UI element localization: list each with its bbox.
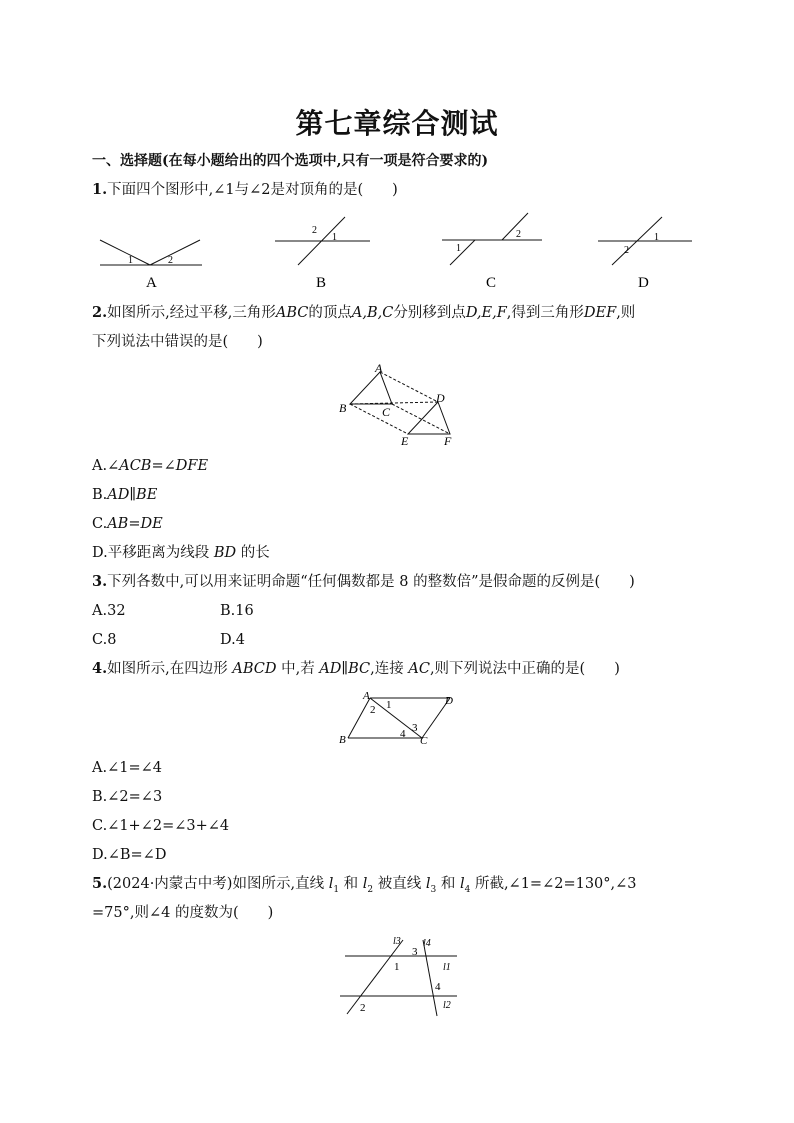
question-text: ,连接: [370, 661, 404, 677]
option-text: ∠1+∠2=∠3+∠4: [107, 818, 230, 834]
q4-figure: [330, 686, 470, 748]
option-text: AD∥BE: [107, 487, 158, 503]
question-number: 4.: [92, 660, 108, 677]
line-subscript: 4: [464, 884, 471, 895]
question-2-line2: 下列说法中错误的是( ): [92, 334, 263, 350]
option-label: D.: [92, 847, 108, 863]
line-name: l: [362, 876, 368, 892]
question-2: [92, 303, 635, 323]
segment-name: AC: [408, 661, 430, 677]
triangle-name: ABC: [275, 305, 309, 321]
question-text: (2024·内蒙古中考)如图所示,直线: [107, 876, 325, 892]
point-label: C: [420, 735, 428, 747]
q3-option-c[interactable]: [92, 630, 116, 650]
option-text: ∠2=∠3: [107, 789, 163, 805]
option-text: ∠ACB=∠DFE: [107, 458, 209, 474]
question-text: 如图所示,在四边形: [107, 661, 228, 677]
option-label: B.: [92, 487, 108, 503]
option-label: B.: [92, 789, 108, 805]
question-text: ,得到三角形: [506, 305, 584, 321]
angle-label: 2: [168, 255, 173, 266]
point-label: C: [382, 405, 391, 419]
q2-option-b[interactable]: [92, 485, 157, 505]
point-label: F: [444, 434, 452, 448]
question-text: 所截,∠1=∠2=130°,∠3: [474, 876, 637, 892]
option-text: 8: [107, 632, 117, 648]
option-label: C.: [92, 818, 108, 834]
point-label: D: [445, 695, 453, 707]
angle-label: 2: [370, 704, 376, 716]
question-text: 的顶点: [308, 305, 352, 321]
option-text: ∠B=∠D: [107, 847, 167, 863]
question-text: 下列各数中,可以用来证明命题“任何偶数都是 8 的整数倍”是假命题的反例是( ): [107, 574, 635, 590]
figure-d: [598, 217, 692, 291]
option-text: 4: [235, 632, 245, 648]
q4-option-a[interactable]: [92, 758, 162, 778]
angle-label: 3: [412, 722, 418, 734]
option-text: 16: [235, 603, 254, 619]
option-text: 平移距离为线段: [107, 545, 210, 561]
question-text: 和: [343, 876, 359, 892]
option-text: AB=DE: [107, 516, 163, 532]
question-text: ,则: [616, 305, 636, 321]
angle-label: 1: [386, 699, 392, 711]
figure-letter: B: [316, 275, 327, 291]
point-label: B: [339, 734, 346, 746]
figure-c: [442, 213, 542, 291]
figure-letter: C: [486, 275, 497, 291]
q4-option-c[interactable]: [92, 816, 229, 836]
question-text: 分别移到点: [393, 305, 466, 321]
angle-label: 1: [128, 255, 133, 266]
q1-figures: [90, 205, 710, 295]
figure-a: [100, 240, 202, 291]
angle-label: 1: [654, 232, 659, 243]
question-5: [92, 874, 637, 900]
q3-option-a[interactable]: [92, 601, 126, 621]
point-label: A: [363, 690, 370, 702]
q5-figure: [335, 932, 465, 1018]
q2-option-a[interactable]: [92, 456, 208, 476]
point-names: D,E,F: [465, 305, 507, 321]
option-label: D.: [92, 545, 108, 561]
q4-option-b[interactable]: [92, 787, 162, 807]
question-3: [92, 572, 635, 592]
angle-label: 1: [332, 232, 337, 243]
option-label: D.: [220, 632, 236, 648]
point-label: E: [401, 434, 409, 448]
question-text: 下面四个图形中,∠1与∠2是对顶角的是( ): [107, 182, 398, 198]
angle-label: 2: [624, 245, 629, 256]
section-heading: 一、选择题(在每小题给出的四个选项中,只有一项是符合要求的): [92, 153, 489, 169]
line-name: l: [328, 876, 334, 892]
option-label: C.: [92, 516, 108, 532]
question-number: 2.: [92, 304, 108, 321]
figure-letter: A: [146, 275, 157, 291]
option-label: B.: [220, 603, 236, 619]
line-label: l4: [423, 938, 431, 949]
angle-label: 1: [394, 961, 400, 973]
q4-option-d[interactable]: [92, 845, 166, 865]
question-number: 5.: [92, 875, 108, 892]
q2-figure: [330, 360, 470, 450]
condition: AD∥BC: [319, 661, 371, 677]
q3-option-d[interactable]: [220, 630, 245, 650]
line-subscript: 3: [430, 884, 437, 895]
angle-label: 4: [435, 981, 441, 993]
question-1: [92, 180, 398, 200]
line-name: l: [425, 876, 431, 892]
option-text: 的长: [240, 545, 270, 561]
q2-option-c[interactable]: [92, 514, 163, 534]
figure-letter: D: [638, 275, 649, 291]
page-title: 第七章综合测试: [295, 107, 499, 140]
point-label: D: [436, 391, 445, 405]
option-label: A.: [92, 603, 108, 619]
triangle-name: DEF: [583, 305, 617, 321]
angle-label: 3: [412, 946, 418, 958]
figure-b: [275, 217, 370, 291]
question-4: [92, 659, 620, 679]
question-number: 1.: [92, 181, 108, 198]
angle-label: 4: [400, 728, 406, 740]
line-subscript: 1: [333, 884, 340, 895]
option-label: C.: [92, 632, 108, 648]
angle-label: 2: [312, 225, 317, 236]
angle-label: 2: [516, 229, 521, 240]
line-label: l3: [393, 936, 401, 947]
question-text: 如图所示,经过平移,三角形: [107, 305, 276, 321]
q3-option-b[interactable]: [220, 601, 254, 621]
quad-name: ABCD: [232, 661, 277, 677]
option-text: ∠1=∠4: [107, 760, 162, 776]
question-number: 3.: [92, 573, 108, 590]
point-label: B: [339, 401, 347, 415]
question-text: 中,若: [281, 661, 315, 677]
option-label: A.: [92, 760, 108, 776]
point-names: A,B,C: [351, 305, 394, 321]
angle-label: 1: [456, 243, 461, 254]
question-text: 和: [440, 876, 456, 892]
question-5-line2: =75°,则∠4 的度数为( ): [92, 905, 274, 921]
q2-option-d[interactable]: [92, 543, 270, 563]
line-name: l: [459, 876, 465, 892]
question-text: 被直线: [377, 876, 422, 892]
line-label: l2: [443, 1000, 451, 1011]
line-subscript: 2: [367, 884, 374, 895]
option-label: A.: [92, 458, 108, 474]
line-label: l1: [443, 962, 451, 973]
question-text: ,则下列说法中正确的是( ): [429, 661, 620, 677]
point-label: A: [375, 361, 383, 375]
angle-label: 2: [360, 1002, 366, 1014]
option-text: 32: [107, 603, 126, 619]
segment-name: BD: [213, 545, 237, 561]
